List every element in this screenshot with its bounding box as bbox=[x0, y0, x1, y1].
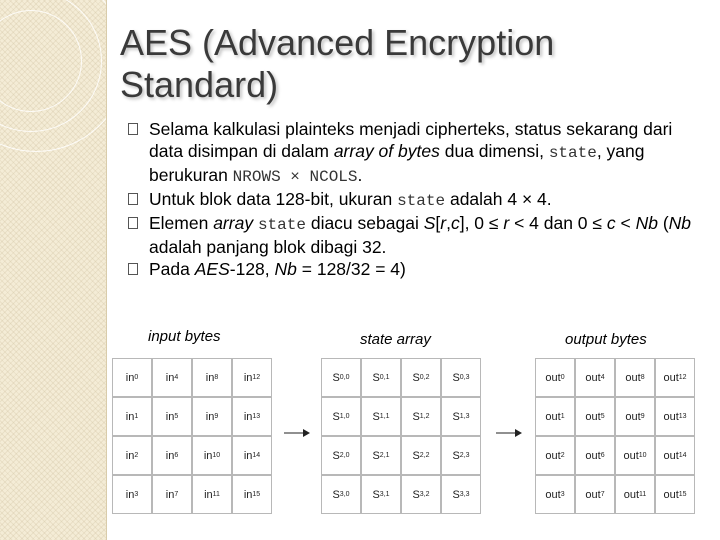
input-byte-cell bbox=[152, 436, 192, 475]
cell-subscript: 2,0 bbox=[339, 452, 350, 459]
arrow-right-icon bbox=[496, 427, 522, 439]
cell-subscript: 11 bbox=[212, 491, 220, 498]
output-byte-cell bbox=[655, 436, 695, 475]
bullet-text-segment: ( bbox=[657, 213, 669, 233]
state-cell bbox=[401, 397, 441, 436]
output-byte-cell bbox=[575, 358, 615, 397]
bullet-item bbox=[128, 258, 708, 280]
bullet-text-segment: state bbox=[548, 144, 597, 162]
output-bytes-grid bbox=[535, 358, 695, 514]
input-byte-cell bbox=[112, 436, 152, 475]
slide-title: AES (Advanced Encryption Standard) bbox=[120, 22, 555, 105]
input-bytes-caption: input bytes bbox=[148, 328, 221, 345]
bullet-item bbox=[128, 188, 708, 212]
bullet-item bbox=[128, 118, 708, 188]
cell-subscript: 2 bbox=[560, 452, 565, 459]
cell-subscript: 9 bbox=[214, 413, 219, 420]
output-byte-cell bbox=[535, 436, 575, 475]
bullet-item bbox=[128, 212, 708, 258]
output-byte-cell bbox=[655, 358, 695, 397]
bullet-text-segment: Selama kalkulasi plainteks menjadi cipherteks, status sekarang dari data disimpan di dalam bbox=[149, 119, 673, 161]
state-cell bbox=[361, 436, 401, 475]
cell-base: S bbox=[412, 371, 420, 384]
cell-base: in bbox=[125, 371, 135, 384]
cell-subscript: 3 bbox=[560, 491, 565, 498]
cell-subscript: 7 bbox=[174, 491, 179, 498]
bullet-text bbox=[149, 189, 552, 209]
cell-subscript: 0,1 bbox=[379, 374, 390, 381]
cell-base: in bbox=[125, 449, 135, 462]
input-byte-cell bbox=[232, 358, 272, 397]
cell-base: S bbox=[332, 410, 340, 423]
bullet-text-segment: r bbox=[503, 213, 510, 233]
cell-base: S bbox=[332, 371, 340, 384]
bullet-text-segment: Nb bbox=[668, 213, 692, 233]
input-byte-cell bbox=[152, 358, 192, 397]
cell-base: out bbox=[545, 371, 561, 384]
bullet-text-segment: Nb bbox=[274, 259, 297, 279]
cell-base: in bbox=[165, 410, 175, 423]
bullet-text-segment: , yang berukuran bbox=[149, 141, 645, 185]
cell-base: out bbox=[663, 449, 679, 462]
state-cell bbox=[321, 358, 361, 397]
input-byte-cell bbox=[112, 397, 152, 436]
cell-base: S bbox=[372, 449, 380, 462]
state-cell bbox=[321, 436, 361, 475]
output-byte-cell bbox=[615, 475, 655, 514]
bullet-text-segment: , bbox=[446, 213, 451, 233]
input-byte-cell bbox=[232, 397, 272, 436]
state-cell bbox=[441, 436, 481, 475]
cell-subscript: 0,0 bbox=[339, 374, 350, 381]
cell-base: in bbox=[205, 371, 215, 384]
cell-subscript: 15 bbox=[678, 491, 687, 498]
state-cell bbox=[361, 397, 401, 436]
bullet-text-segment: state bbox=[397, 192, 446, 210]
sidebar-divider bbox=[106, 0, 107, 540]
cell-subscript: 3 bbox=[134, 491, 139, 498]
cell-subscript: 2 bbox=[134, 452, 139, 459]
bullet-text-segment: < 4 dan 0 ≤ bbox=[509, 213, 607, 233]
state-array-grid bbox=[321, 358, 481, 514]
bullet-text-segment: [ bbox=[435, 213, 441, 233]
cell-subscript: 6 bbox=[174, 452, 179, 459]
cell-subscript: 5 bbox=[174, 413, 179, 420]
bullet-text-segment: ], 0 ≤ bbox=[459, 213, 504, 233]
input-byte-cell bbox=[232, 436, 272, 475]
cell-base: out bbox=[585, 449, 601, 462]
bullet-text-segment: r bbox=[440, 213, 447, 233]
bullet-text-segment: -128, bbox=[229, 259, 275, 279]
state-cell bbox=[321, 475, 361, 514]
cell-base: in bbox=[243, 410, 253, 423]
output-byte-cell bbox=[575, 397, 615, 436]
bullet-text-segment: NROWS × NCOLS bbox=[232, 168, 358, 186]
bullet-text bbox=[149, 213, 691, 257]
cell-base: out bbox=[585, 410, 601, 423]
bullet-text-segment: array bbox=[213, 213, 254, 233]
cell-base: S bbox=[372, 371, 380, 384]
cell-base: S bbox=[452, 449, 460, 462]
output-byte-cell bbox=[655, 397, 695, 436]
cell-subscript: 2,3 bbox=[459, 452, 470, 459]
bullet-box-icon bbox=[128, 193, 138, 205]
cell-base: in bbox=[125, 488, 135, 501]
state-cell bbox=[401, 358, 441, 397]
state-cell bbox=[361, 358, 401, 397]
cell-subscript: 5 bbox=[600, 413, 605, 420]
input-byte-cell bbox=[192, 397, 232, 436]
cell-subscript: 2,1 bbox=[379, 452, 390, 459]
cell-base: out bbox=[625, 410, 641, 423]
input-bytes-grid bbox=[112, 358, 272, 514]
output-byte-cell bbox=[535, 475, 575, 514]
bullet-text-segment: . bbox=[357, 165, 363, 185]
cell-subscript: 0,2 bbox=[419, 374, 430, 381]
bullet-text-segment: Elemen bbox=[149, 213, 214, 233]
cell-base: in bbox=[165, 449, 175, 462]
decorative-ring bbox=[0, 0, 106, 152]
arrow-right-icon bbox=[284, 427, 310, 439]
cell-subscript: 1 bbox=[560, 413, 565, 420]
cell-base: S bbox=[452, 410, 460, 423]
cell-base: S bbox=[372, 410, 380, 423]
bullet-text-segment: c bbox=[606, 213, 616, 233]
cell-subscript: 12 bbox=[678, 374, 687, 381]
output-byte-cell bbox=[535, 397, 575, 436]
cell-base: out bbox=[623, 488, 639, 501]
cell-subscript: 0,3 bbox=[459, 374, 470, 381]
cell-subscript: 11 bbox=[639, 491, 647, 498]
output-byte-cell bbox=[535, 358, 575, 397]
cell-subscript: 3,2 bbox=[419, 491, 430, 498]
cell-subscript: 6 bbox=[600, 452, 605, 459]
cell-subscript: 10 bbox=[638, 452, 647, 459]
bullet-text-segment: adalah panjang blok dibagi 32. bbox=[149, 237, 387, 257]
cell-subscript: 3,1 bbox=[379, 491, 390, 498]
cell-subscript: 3,3 bbox=[459, 491, 470, 498]
input-byte-cell bbox=[112, 358, 152, 397]
cell-base: out bbox=[545, 410, 561, 423]
bullet-text-segment: dua dimensi, bbox=[439, 141, 549, 161]
input-byte-cell bbox=[112, 475, 152, 514]
bullet-text-segment: adalah 4 × 4. bbox=[445, 189, 552, 209]
cell-subscript: 8 bbox=[214, 374, 219, 381]
output-bytes-caption: output bytes bbox=[565, 331, 647, 348]
cell-subscript: 14 bbox=[678, 452, 687, 459]
cell-base: in bbox=[125, 410, 135, 423]
cell-subscript: 1,3 bbox=[459, 413, 470, 420]
cell-base: in bbox=[165, 488, 175, 501]
bullet-text-segment: < bbox=[615, 213, 636, 233]
input-byte-cell bbox=[152, 397, 192, 436]
output-byte-cell bbox=[615, 436, 655, 475]
cell-subscript: 10 bbox=[212, 452, 221, 459]
state-cell bbox=[321, 397, 361, 436]
cell-base: out bbox=[663, 371, 679, 384]
cell-base: out bbox=[663, 410, 679, 423]
cell-subscript: 9 bbox=[640, 413, 645, 420]
cell-subscript: 4 bbox=[600, 374, 605, 381]
cell-base: S bbox=[452, 371, 460, 384]
cell-subscript: 1,0 bbox=[339, 413, 350, 420]
output-byte-cell bbox=[615, 397, 655, 436]
cell-subscript: 2,2 bbox=[419, 452, 430, 459]
cell-base: S bbox=[412, 410, 420, 423]
cell-subscript: 1 bbox=[134, 413, 139, 420]
bullet-text-segment: diacu sebagai bbox=[305, 213, 424, 233]
cell-subscript: 14 bbox=[252, 452, 261, 459]
input-byte-cell bbox=[232, 475, 272, 514]
cell-subscript: 1,1 bbox=[379, 413, 390, 420]
cell-subscript: 7 bbox=[600, 491, 605, 498]
state-cell bbox=[401, 475, 441, 514]
cell-base: out bbox=[663, 488, 679, 501]
bullet-text-segment: = 128/32 = 4) bbox=[296, 259, 406, 279]
bullet-text bbox=[149, 259, 406, 279]
cell-base: out bbox=[545, 449, 561, 462]
bullet-box-icon bbox=[128, 123, 138, 135]
cell-base: S bbox=[412, 449, 420, 462]
cell-base: in bbox=[165, 371, 175, 384]
cell-base: out bbox=[545, 488, 561, 501]
cell-base: in bbox=[243, 488, 253, 501]
input-byte-cell bbox=[192, 436, 232, 475]
cell-subscript: 3,0 bbox=[339, 491, 350, 498]
cell-base: S bbox=[412, 488, 420, 501]
cell-subscript: 13 bbox=[678, 413, 687, 420]
cell-base: in bbox=[243, 449, 253, 462]
cell-subscript: 0 bbox=[560, 374, 565, 381]
state-cell bbox=[441, 358, 481, 397]
bullet-text-segment: state bbox=[257, 216, 306, 234]
cell-base: out bbox=[623, 449, 639, 462]
bullet-text-segment: array of bytes bbox=[333, 141, 440, 161]
bullet-box-icon bbox=[128, 263, 138, 275]
output-byte-cell bbox=[575, 475, 615, 514]
cell-base: S bbox=[452, 488, 460, 501]
cell-subscript: 4 bbox=[174, 374, 179, 381]
bullet-text-segment: Untuk blok data 128-bit, ukuran bbox=[149, 189, 398, 209]
cell-base: S bbox=[332, 488, 340, 501]
cell-base: out bbox=[585, 371, 601, 384]
cell-subscript: 1,2 bbox=[419, 413, 430, 420]
cell-base: out bbox=[625, 371, 641, 384]
cell-base: S bbox=[332, 449, 340, 462]
state-cell bbox=[441, 397, 481, 436]
bullet-text-segment: Nb bbox=[635, 213, 658, 233]
decorative-sidebar bbox=[0, 0, 106, 540]
state-array-caption: state array bbox=[360, 331, 431, 348]
output-byte-cell bbox=[655, 475, 695, 514]
output-byte-cell bbox=[575, 436, 615, 475]
cell-subscript: 8 bbox=[640, 374, 645, 381]
bullet-list bbox=[128, 118, 708, 280]
bullet-box-icon bbox=[128, 217, 138, 229]
cell-subscript: 12 bbox=[252, 374, 261, 381]
cell-base: in bbox=[243, 371, 253, 384]
bullet-text-segment: AES bbox=[194, 259, 230, 279]
state-cell bbox=[441, 475, 481, 514]
bullet-text-segment: S bbox=[423, 213, 436, 233]
output-byte-cell bbox=[615, 358, 655, 397]
cell-subscript: 13 bbox=[252, 413, 261, 420]
state-cell bbox=[401, 436, 441, 475]
cell-base: out bbox=[585, 488, 601, 501]
input-byte-cell bbox=[152, 475, 192, 514]
cell-base: in bbox=[204, 488, 213, 501]
cell-base: in bbox=[205, 410, 215, 423]
cell-subscript: 0 bbox=[134, 374, 139, 381]
state-cell bbox=[361, 475, 401, 514]
bullet-text-segment: Pada bbox=[149, 259, 195, 279]
input-byte-cell bbox=[192, 475, 232, 514]
cell-base: in bbox=[203, 449, 213, 462]
cell-base: S bbox=[372, 488, 380, 501]
cell-subscript: 15 bbox=[252, 491, 261, 498]
input-byte-cell bbox=[192, 358, 232, 397]
bullet-text-segment: c bbox=[450, 213, 460, 233]
bullet-text bbox=[149, 119, 672, 185]
